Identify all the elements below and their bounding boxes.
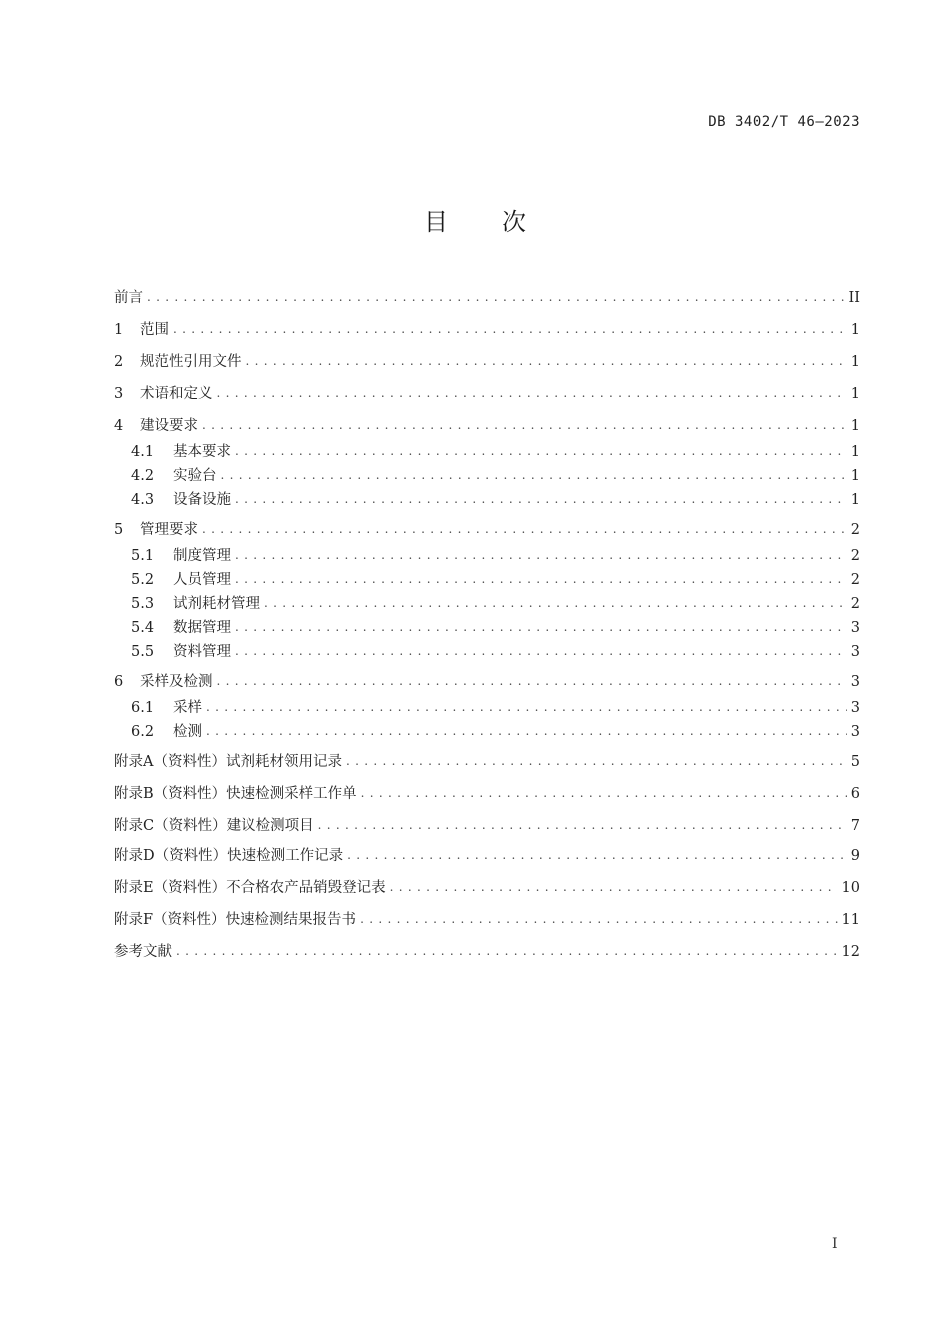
toc-entry-text: 数据管理 [173, 620, 231, 636]
toc-entry-text: 试剂耗材领用记录 [225, 754, 342, 770]
dot-leader [347, 847, 847, 863]
toc-entry-page: 11 [841, 912, 860, 928]
toc-entry-page: 10 [841, 880, 860, 896]
dot-leader [235, 571, 847, 587]
dot-leader [206, 723, 847, 739]
toc-entry-text: 制度管理 [173, 548, 231, 564]
toc-entry-number: 2 [114, 354, 124, 370]
dot-leader [264, 595, 847, 611]
toc-entry-text: 不合格农产品销毁登记表 [226, 880, 386, 896]
dot-leader [361, 785, 847, 801]
toc-entry-page: 3 [850, 644, 860, 660]
toc-entry-page: 1 [850, 386, 860, 402]
toc-entry-number: 1 [114, 322, 124, 338]
toc-entry-page: 9 [850, 848, 860, 864]
toc-entry-page: 1 [850, 492, 860, 508]
toc-entry-page: 1 [850, 444, 860, 460]
appendix-label: 附录F（资料性） [114, 912, 226, 928]
toc-entry-page: 1 [850, 418, 860, 434]
toc-entry-2[interactable] [114, 352, 860, 372]
toc-entry-6-2[interactable] [131, 722, 860, 742]
toc-entry-5-2[interactable] [131, 570, 860, 590]
appendix-label: 附录B（资料性） [114, 786, 227, 802]
toc-entry-number: 5.5 [131, 644, 155, 660]
toc-entry-appendix-e[interactable] [114, 878, 860, 898]
toc-entry-number: 6.1 [131, 700, 155, 716]
dot-leader [235, 619, 847, 635]
toc-entry-references[interactable] [114, 942, 860, 962]
toc-entry-text: 资料管理 [173, 644, 231, 660]
toc-entry-page: 2 [850, 596, 860, 612]
toc-entry-page: 3 [850, 700, 860, 716]
toc-entry-4-2[interactable] [131, 466, 860, 486]
appendix-label: 附录A（资料性） [114, 754, 226, 770]
toc-entry-page: 3 [850, 674, 860, 690]
dot-leader [221, 467, 847, 483]
appendix-label: 附录E（资料性） [114, 880, 227, 896]
toc-entry-6-1[interactable] [131, 698, 860, 718]
toc-entry-appendix-d[interactable] [114, 846, 860, 866]
toc-entry-number: 4.3 [131, 492, 155, 508]
document-code: DB 3402/T 46—2023 [708, 114, 860, 130]
toc-entry-4-3[interactable] [131, 490, 860, 510]
toc-entry-appendix-c[interactable] [114, 816, 860, 836]
toc-entry-appendix-a[interactable] [114, 752, 860, 772]
toc-entry-text: 快速检测结果报告书 [225, 912, 357, 928]
toc-entry-1[interactable] [114, 320, 860, 340]
toc-entry-text: 前言 [114, 290, 143, 306]
toc-entry-5-4[interactable] [131, 618, 860, 638]
toc-entry-page: 12 [841, 944, 860, 960]
toc-entry-text: 参考文献 [114, 944, 172, 960]
toc-entry-number: 6 [114, 674, 124, 690]
toc-entry-page: 1 [850, 468, 860, 484]
dot-leader [217, 673, 847, 689]
toc-entry-5[interactable] [114, 520, 860, 540]
toc-entry-text: 实验台 [173, 468, 217, 484]
appendix-label: 附录D（资料性） [114, 848, 228, 864]
toc-entry-number: 3 [114, 386, 124, 402]
dot-leader [176, 943, 838, 959]
dot-leader [318, 817, 847, 833]
toc-entry-number: 5.4 [131, 620, 155, 636]
toc-entry-6[interactable] [114, 672, 860, 692]
toc-entry-5-1[interactable] [131, 546, 860, 566]
dot-leader [235, 643, 847, 659]
toc-entry-text: 检测 [173, 724, 202, 740]
toc-entry-page: 1 [850, 354, 860, 370]
toc-entry-5-3[interactable] [131, 594, 860, 614]
toc-entry-page: 6 [850, 786, 860, 802]
dot-leader [235, 547, 847, 563]
toc-entry-page: 3 [850, 620, 860, 636]
dot-leader [206, 699, 847, 715]
appendix-label: 附录C（资料性） [114, 818, 227, 834]
toc-entry-text: 建议检测项目 [226, 818, 314, 834]
toc-entry-page: 5 [850, 754, 860, 770]
dot-leader [390, 879, 838, 895]
toc-entry-text: 采样 [173, 700, 202, 716]
toc-entry-number: 5.3 [131, 596, 155, 612]
toc-entry-page: 7 [850, 818, 860, 834]
toc-entry-4[interactable] [114, 416, 860, 436]
toc-entry-number: 5.2 [131, 572, 155, 588]
toc-entry-number: 5 [114, 522, 124, 538]
toc-entry-text: 建设要求 [140, 418, 198, 434]
toc-entry-text: 规范性引用文件 [140, 354, 242, 370]
toc-entry-text: 采样及检测 [140, 674, 213, 690]
page-number: I [832, 1236, 838, 1252]
toc-entry-number: 5.1 [131, 548, 155, 564]
toc-entry-number: 4.1 [131, 444, 155, 460]
dot-leader [173, 321, 847, 337]
toc-entry-appendix-b[interactable] [114, 784, 860, 804]
toc-entry-text: 快速检测工作记录 [227, 848, 344, 864]
toc-entry-text: 设备设施 [173, 492, 231, 508]
dot-leader [202, 521, 847, 537]
dot-leader [235, 491, 847, 507]
toc-entry-text: 试剂耗材管理 [173, 596, 260, 612]
toc-entry-text: 术语和定义 [140, 386, 213, 402]
toc-entry-text: 人员管理 [173, 572, 231, 588]
toc-entry-number: 6.2 [131, 724, 155, 740]
toc-entry-number: 4.2 [131, 468, 155, 484]
dot-leader [246, 353, 847, 369]
dot-leader [147, 289, 845, 305]
dot-leader [346, 753, 847, 769]
toc-entry-page: 2 [850, 522, 860, 538]
dot-leader [202, 417, 847, 433]
toc-entry-page: 2 [850, 548, 860, 564]
toc-entry-text: 管理要求 [140, 522, 198, 538]
toc-entry-5-5[interactable] [131, 642, 860, 662]
toc-entry-page: 1 [850, 322, 860, 338]
toc-entry-text: 快速检测采样工作单 [226, 786, 357, 802]
toc-entry-number: 4 [114, 418, 124, 434]
dot-leader [235, 443, 847, 459]
toc-entry-page: 2 [850, 572, 860, 588]
toc-title: 目次 [424, 208, 580, 236]
toc-entry-3[interactable] [114, 384, 860, 404]
toc-entry-foreword[interactable] [114, 288, 860, 308]
toc-entry-page: II [848, 290, 860, 306]
toc-entry-text: 范围 [140, 322, 169, 338]
dot-leader [217, 385, 847, 401]
toc-entry-text: 基本要求 [173, 444, 231, 460]
dot-leader [360, 911, 837, 927]
toc-entry-page: 3 [850, 724, 860, 740]
toc-entry-appendix-f[interactable] [114, 910, 860, 930]
toc-entry-4-1[interactable] [131, 442, 860, 462]
